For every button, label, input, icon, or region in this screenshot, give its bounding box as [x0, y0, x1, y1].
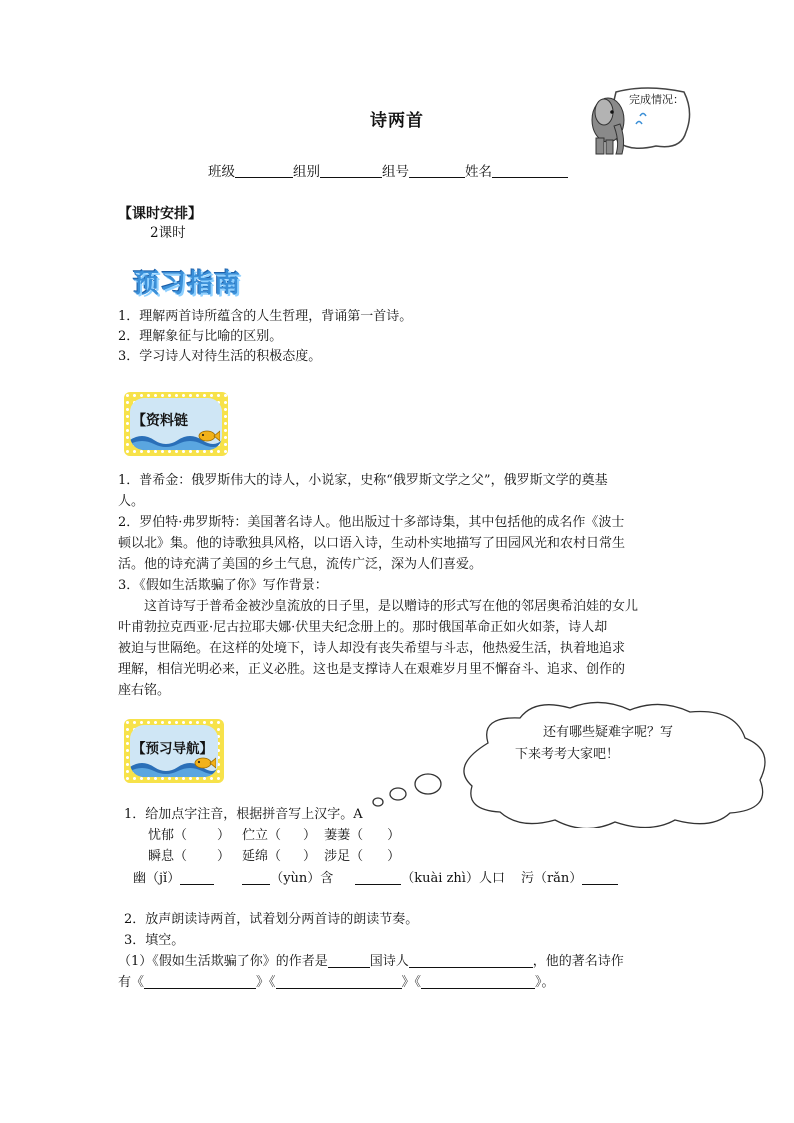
answer-blank[interactable] [180, 870, 214, 885]
objective-item: 1．理解两首诗所蕴含的人生哲理，背诵第一首诗。 [118, 309, 413, 324]
fish-icon [194, 755, 216, 771]
class-label: 班级 [208, 164, 235, 180]
preview-guide-banner: 预习指南 [133, 269, 242, 299]
question-2: 2．放声朗读诗两首，试着划分两首诗的朗读节奏。 [124, 912, 419, 927]
schedule-value: 2课时 [150, 225, 186, 241]
question-3: 3．填空。 [124, 933, 185, 948]
word-prompt: 萋萋（ [324, 828, 364, 843]
fill-blank-line-1 [118, 953, 624, 971]
background-paragraph: 叶甫勃拉克西亚·尼古拉耶夫娜·伏里夫纪念册上的。那时俄国革命正如火如荼，诗人却 [118, 620, 608, 635]
word-prompt: 瞬息（ [148, 849, 188, 864]
name-field[interactable] [492, 163, 568, 178]
answer-blank[interactable] [276, 974, 402, 989]
background-paragraph: 理解，相信光明必来，正义必胜。这也是支撑诗人在艰难岁月里不懈奋斗、追求、创作的 [118, 662, 626, 677]
bracket-close: ） [217, 828, 231, 843]
bracket-close: ） [387, 849, 401, 864]
group-field[interactable] [320, 163, 382, 178]
answer-blank[interactable] [355, 870, 401, 885]
word-prompt: 延绵（ [242, 849, 282, 864]
class-field[interactable] [235, 163, 293, 178]
preview-navigation-label: 【预习导航】 [132, 741, 213, 757]
name-label: 姓名 [465, 164, 492, 180]
fill-prompt: ，他的著名诗作 [532, 954, 624, 969]
word-prompt: 伫立（ [242, 828, 282, 843]
fill-prompt: 有《 [118, 975, 145, 990]
answer-blank[interactable] [421, 974, 535, 989]
resource-item-1: 1．普希金：俄罗斯伟大的诗人，小说家，史称“俄罗斯文学之父”，俄罗斯文学的奠基 [118, 473, 608, 488]
bracket-close: ） [217, 849, 231, 864]
group-number-label: 组号 [382, 164, 409, 180]
cloud-text-line-1: 还有哪些疑难字呢？写 [543, 725, 674, 740]
background-paragraph: 座右铭。 [118, 683, 171, 698]
objective-item: 2．理解象征与比喻的区别。 [118, 329, 283, 344]
student-info-line [208, 160, 568, 180]
resource-chain-label: 【资料链 [132, 413, 188, 429]
word-prompt: 涉足（ [324, 849, 364, 864]
fish-icon [198, 428, 220, 444]
bracket-close: ） [303, 828, 317, 843]
bracket-close: ） [387, 828, 401, 843]
question-1: 1．给加点字注音，根据拼音写上汉字。A [124, 807, 363, 822]
pinyin-prompt: （yùn）含 [270, 871, 334, 886]
pinyin-prompt: 污（rǎn） [520, 871, 583, 886]
fill-prompt: 》《 [401, 975, 422, 990]
group-label: 组别 [293, 164, 320, 180]
fill-blank-line-2 [118, 974, 555, 992]
completion-label: 完成情况： [629, 93, 684, 106]
pinyin-row-3 [133, 870, 618, 888]
objective-item: 3．学习诗人对待生活的积极态度。 [118, 349, 322, 364]
pinyin-row-2 [148, 848, 448, 866]
fill-prompt: （1）《假如生活欺骗了你》的作者是 [118, 954, 328, 969]
background-paragraph: 这首诗写于普希金被沙皇流放的日子里，是以赠诗的形式写在他的邻居奥希泊娃的女儿 [144, 599, 639, 614]
pinyin-row-1 [148, 827, 448, 845]
schedule-heading: 【课时安排】 [118, 206, 202, 222]
resource-item-2: 2．罗伯特·弗罗斯特：美国著名诗人。他出版过十多部诗集，其中包括他的成名作《波士 [118, 515, 625, 530]
answer-blank[interactable] [582, 870, 618, 885]
word-prompt: 忧郁（ [148, 828, 188, 843]
resource-item-3-title: 3．《假如生活欺骗了你》写作背景： [118, 578, 328, 593]
fill-prompt: 》。 [535, 975, 555, 990]
answer-blank[interactable] [242, 870, 270, 885]
bracket-close: ） [303, 849, 317, 864]
resource-chain-box [124, 392, 228, 456]
resource-item-1-cont: 人。 [118, 494, 145, 509]
answer-blank[interactable] [409, 953, 533, 968]
pinyin-prompt: 幽（jǐ） [133, 871, 181, 886]
resource-item-2-cont: 顿以北》集。他的诗歌独具风格，以口语入诗，生动朴实地描写了田园风光和农村日常生 [118, 536, 626, 551]
cloud-text-line-2: 下来考考大家吧！ [515, 747, 620, 762]
answer-blank[interactable] [144, 974, 256, 989]
preview-navigation-box [124, 719, 224, 783]
group-number-field[interactable] [409, 163, 465, 178]
pinyin-prompt: （kuài zhì）人口 [401, 871, 505, 886]
page-title: 诗两首 [370, 111, 424, 131]
resource-item-2-cont: 活。他的诗充满了美国的乡土气息，流传广泛，深为人们喜爱。 [118, 557, 483, 572]
answer-blank[interactable] [328, 953, 370, 968]
thought-cloud [360, 698, 780, 828]
background-paragraph: 被迫与世隔绝。在这样的处境下，诗人却没有丧失希望与斗志，他热爱生活，执着地追求 [118, 641, 626, 656]
completion-badge [586, 82, 696, 162]
fill-prompt: 》《 [256, 975, 276, 990]
fill-prompt: 国诗人 [369, 954, 409, 969]
